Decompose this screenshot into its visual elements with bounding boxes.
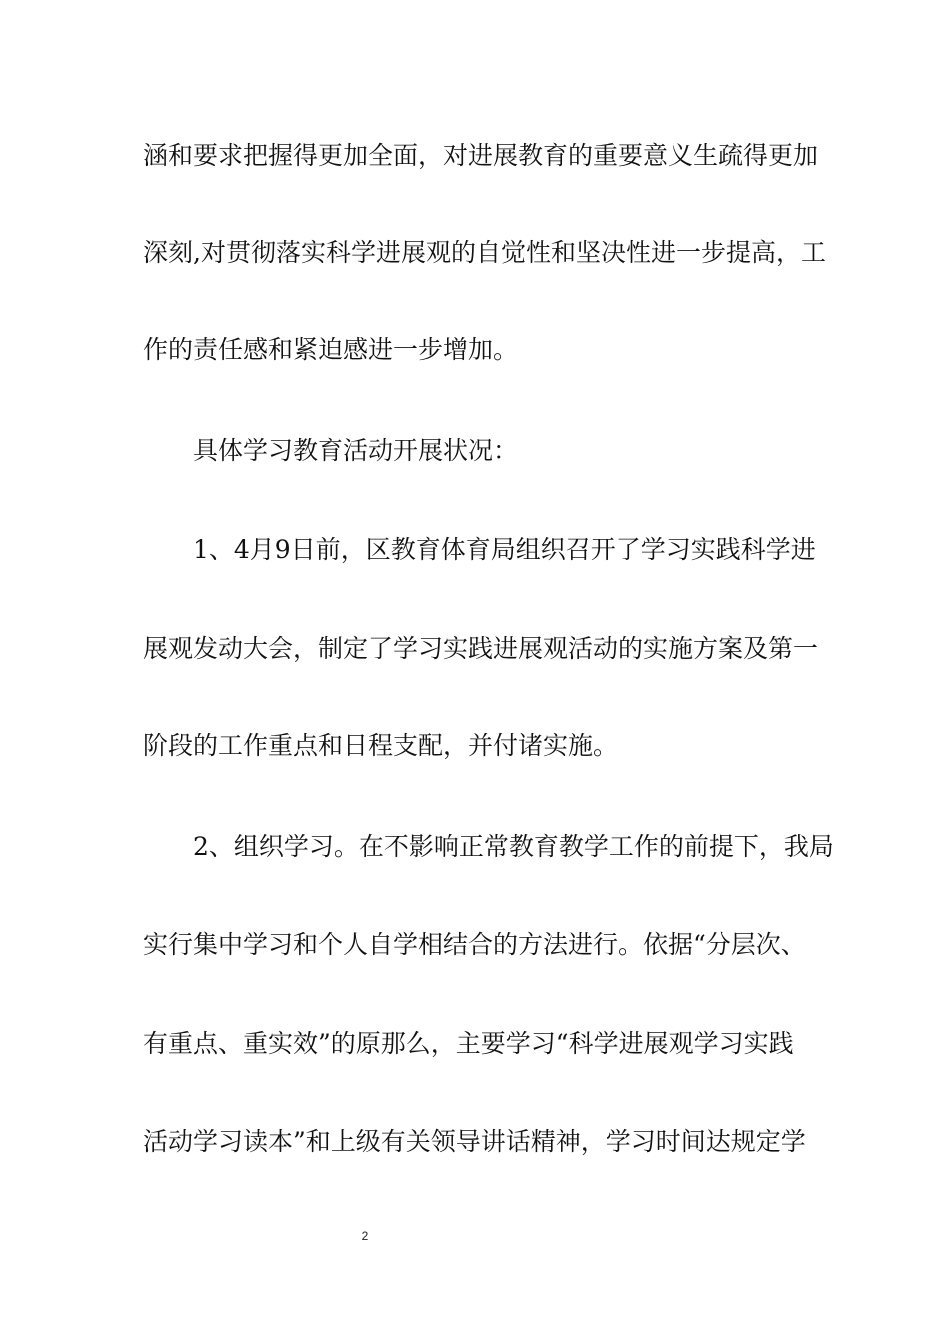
section-heading-line: 具体学习教育活动开展状况： xyxy=(193,436,519,465)
paragraph-line: 深刻,对贯彻落实科学进展观的自觉性和坚决性进一步提高，工 xyxy=(143,238,826,267)
paragraph-line: 1、4月9日前，区教育体育局组织召开了学习实践科学进 xyxy=(193,535,816,564)
paragraph-line: 阶段的工作重点和日程支配，并付诸实施。 xyxy=(143,731,619,760)
page-number: 2 xyxy=(361,1229,369,1243)
paragraph-line: 有重点、重实效”的原那么，主要学习“科学进展观学习实践 xyxy=(143,1029,794,1058)
paragraph-line: 2、组织学习。在不影响正常教育教学工作的前提下，我局 xyxy=(193,832,834,861)
paragraph-line: 展观发动大会，制定了学习实践进展观活动的实施方案及第一 xyxy=(143,634,819,663)
paragraph-line: 涵和要求把握得更加全面，对进展教育的重要意义生疏得更加 xyxy=(143,141,819,170)
paragraph-line: 活动学习读本”和上级有关领导讲话精神，学习时间达规定学 xyxy=(143,1127,806,1156)
paragraph-line: 作的责任感和紧迫感进一步增加。 xyxy=(143,335,519,364)
paragraph-line: 实行集中学习和个人自学相结合的方法进行。依据“分层次、 xyxy=(143,930,806,959)
